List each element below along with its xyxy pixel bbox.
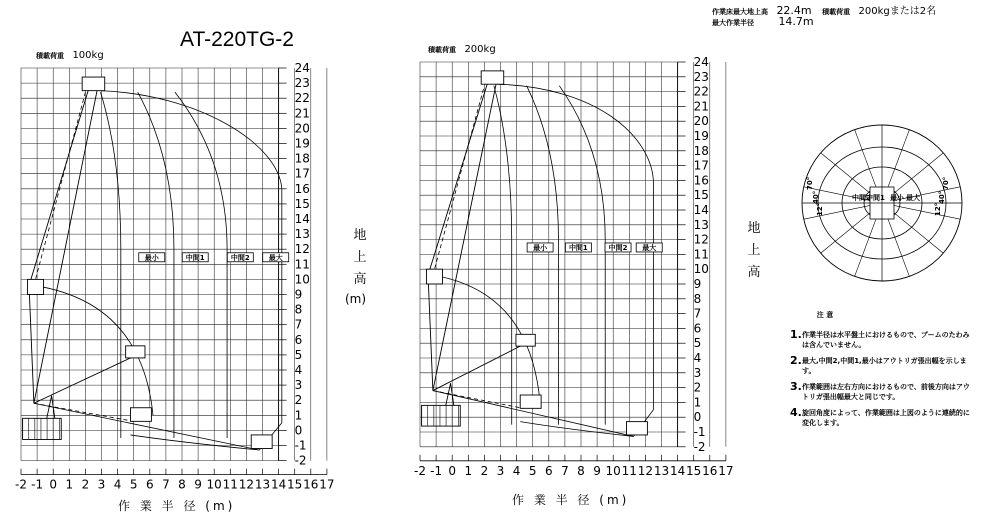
right-x-tick: 5 [528,463,537,478]
right-x-tick: 16 [702,463,718,478]
rotation-label: 中間2 [852,194,871,202]
right-y-char-0: 地 [747,221,761,236]
right-load-label-text: 積載荷重 [428,46,456,54]
right-y-tick: 19 [693,129,709,143]
right-x-tick: 3 [496,463,505,478]
left-y-tick: 5 [294,347,303,362]
right-y-tick: -1 [693,425,706,439]
svg-text:最大: 最大 [642,243,657,252]
right-env-mid2 [559,86,605,425]
left-platform-box [251,435,272,449]
left-outrigger-label [263,253,289,262]
right-chart [414,55,734,478]
right-y-tick: 20 [693,114,709,129]
rotation-angle-label: 70° [806,176,814,190]
left-x-tick: -2 [15,477,27,492]
left-y-tick: 22 [294,91,310,106]
left-y-tick: 15 [294,196,310,211]
right-outrigger-label [636,243,662,252]
right-platform-box [481,71,504,84]
left-x-tick: 16 [303,477,319,492]
right-load-value: 200kg [464,44,496,55]
left-x-tick: 11 [222,477,238,492]
spec-value-load: 200kgまたは2名 [858,6,937,17]
left-outrigger-label [227,253,253,262]
note-text: 最大,中間2,中間1,最小はアウトリガ張出幅を示します。 [802,357,967,375]
left-x-tick: 17 [319,477,335,492]
left-platform-box [126,346,145,358]
spec-label-height: 作業床最大地上高 [712,8,768,16]
left-y-tick: 6 [294,332,303,347]
left-boom-mid [34,355,143,403]
left-platform-box [27,279,43,294]
right-work-envelope [433,84,657,436]
left-outrigger-label [139,253,165,262]
left-x-tick: 7 [162,477,170,492]
right-y-tick: 16 [693,173,709,188]
right-y-tick: 1 [693,395,702,410]
right-x-tick: 17 [718,463,734,478]
left-y-unit: (m) [345,292,367,306]
left-y-tick: 10 [294,272,310,287]
right-y-tick: 24 [693,55,709,69]
svg-text:中間1: 中間1 [185,253,205,262]
right-x-tick: -1 [430,463,443,478]
rotation-label: 最小 [890,194,904,202]
left-x-tick: 10 [206,477,222,492]
svg-text:最小: 最小 [144,253,159,262]
left-y-tick: 3 [294,378,303,393]
right-y-tick: 21 [693,99,709,114]
left-x-tick: 15 [287,477,303,492]
right-y-char-2: 高 [747,265,761,280]
right-env-min [494,86,512,425]
right-x-tick: 10 [605,463,621,478]
left-chart [15,61,335,492]
left-x-tick: -1 [31,477,44,492]
left-x-tick: 4 [113,477,122,492]
right-x-tick: 12 [637,463,654,478]
right-platform-box [520,395,541,408]
right-y-tick: 3 [693,365,702,380]
right-x-label: 作 業 半 径 (m) [512,493,630,507]
left-y-tick: 17 [294,166,310,181]
left-x-tick: 14 [270,477,287,492]
right-y-tick: 2 [693,380,702,395]
right-y-tick: 23 [693,69,709,84]
note-number: 3. [790,380,802,393]
left-boom-line [34,85,98,404]
right-x-tick: 6 [544,463,553,478]
right-x-tick: 11 [621,463,637,478]
note-number: 1. [790,328,802,341]
left-x-tick: 2 [81,477,90,492]
note-number: 2. [790,354,802,367]
left-y-tick: 2 [294,393,303,408]
left-x-tick: 12 [238,477,255,492]
right-y-tick: 17 [693,158,709,173]
right-y-tick: 12 [693,232,709,247]
notes-heading: 注 意 [816,311,834,319]
left-y-tick: 18 [294,151,310,166]
left-y-tick: 21 [294,106,310,121]
left-y-tick: 19 [294,136,310,151]
right-outrigger-label [605,243,631,252]
left-y-tick: 1 [294,408,303,423]
right-x-tick: 1 [464,463,473,478]
left-y-tick: 7 [294,317,303,332]
note-text: 旋回角度によって、作業範囲は上図のように連続的に変化します。 [802,409,970,427]
svg-text:中間1: 中間1 [568,243,588,252]
rotation-label: 最大 [906,194,920,202]
left-x-tick: 1 [65,477,74,492]
right-platform-box [626,422,647,435]
right-y-tick: 7 [693,306,702,321]
left-y-char-1: 上 [353,250,367,265]
svg-text:中間2: 中間2 [230,253,250,262]
left-boom-raised [29,89,89,403]
left-platform-box [82,77,105,91]
left-y-tick: 9 [294,287,303,302]
right-truck-base [422,383,461,426]
left-x-tick: 5 [129,477,138,492]
left-y-tick: 11 [294,257,310,272]
right-x-tick: 2 [480,463,489,478]
right-outrigger-label [527,243,553,252]
right-platform-box [426,269,442,284]
right-y-tick: 13 [693,217,709,232]
left-outrigger-label [182,253,208,262]
rotation-angle-label: 12° [934,202,942,216]
left-load-value: 100kg [72,50,104,61]
right-y-tick: 4 [693,351,702,365]
right-y-tick: -2 [693,439,706,454]
left-truck-base [23,396,62,440]
rotation-angle-label: 12° [816,202,824,216]
left-x-tick: 6 [145,477,154,492]
left-x-tick: 9 [194,477,202,492]
right-outrigger-label [565,243,591,252]
right-y-tick: 18 [693,143,709,158]
right-x-tick: 14 [669,463,686,478]
right-y-tick: 5 [693,336,702,351]
spec-label-load: 積載荷重 [822,8,851,16]
svg-text:最小: 最小 [533,243,548,252]
left-y-char-2: 高 [353,272,367,287]
spec-label-radius: 最大作業半径 [712,19,754,27]
rotation-angle-label: 40° [812,190,820,204]
right-x-tick: 0 [448,463,457,478]
right-boom-raised [428,83,488,391]
right-x-tick: 8 [577,463,585,478]
left-y-tick: -1 [294,438,307,453]
right-y-tick: 8 [693,291,702,306]
left-y-tick: 16 [294,181,310,196]
right-x-tick: -2 [414,463,426,478]
right-boom-line [433,78,497,390]
left-y-tick: 0 [294,423,303,438]
right-y-tick: 14 [693,203,709,217]
rotation-angle-label: 70° [942,176,950,190]
rotation-diagram [802,125,962,281]
right-y-tick: 11 [693,247,709,262]
left-y-tick: 20 [294,121,310,136]
left-env-mid1 [138,92,174,438]
left-x-tick: 13 [254,477,271,492]
svg-text:最大: 最大 [268,253,283,262]
left-platform-box [130,408,151,422]
left-y-tick: 14 [294,212,310,226]
rotation-angle-label: 40° [938,190,946,204]
left-y-tick: 8 [294,302,303,317]
left-x-tick: 0 [49,477,58,492]
right-y-tick: 6 [693,321,702,336]
left-y-tick: 24 [294,61,310,75]
spec-value-radius: 14.7m [778,15,814,28]
left-y-tick: 13 [294,227,310,242]
spec-value-height: 22.4m [776,4,812,17]
right-y-tick: 22 [693,84,709,99]
right-env-mid1 [527,86,559,425]
right-x-tick: 15 [686,463,702,478]
right-y-tick: 9 [693,277,702,291]
left-load-label-text: 積載荷重 [36,52,64,60]
left-y-tick: 23 [294,76,310,91]
note-text: 作業半径は水平盤土におけるもので、ブームのたわみは含んでいません。 [802,331,970,349]
right-y-tick: 15 [693,188,709,203]
right-x-tick: 7 [561,463,569,478]
left-y-tick: -2 [294,453,307,468]
right-y-tick: 10 [693,262,709,277]
right-x-tick: 9 [593,463,601,478]
left-work-envelope [34,91,282,450]
note-number: 4. [790,406,802,419]
left-y-tick: 12 [294,242,310,257]
right-x-tick: 4 [512,463,521,478]
note-text: 作業範囲は左右方向におけるもので、前後方向はアウトリガ張出幅最大と同じです。 [802,383,970,401]
page-title: AT-220TG-2 [180,28,294,51]
left-env-mid2 [175,92,227,438]
right-x-tick: 13 [653,463,670,478]
left-x-tick: 3 [97,477,106,492]
right-y-tick: 0 [693,410,702,425]
left-y-char-0: 地 [353,228,367,243]
rotation-label: 中間1 [866,194,885,202]
right-y-char-1: 上 [747,243,761,258]
left-y-tick: 4 [294,363,303,377]
left-x-label: 作 業 半 径 (m) [118,499,236,513]
left-x-tick: 8 [178,477,186,492]
svg-text:中間2: 中間2 [608,243,628,252]
right-platform-box [516,334,535,346]
